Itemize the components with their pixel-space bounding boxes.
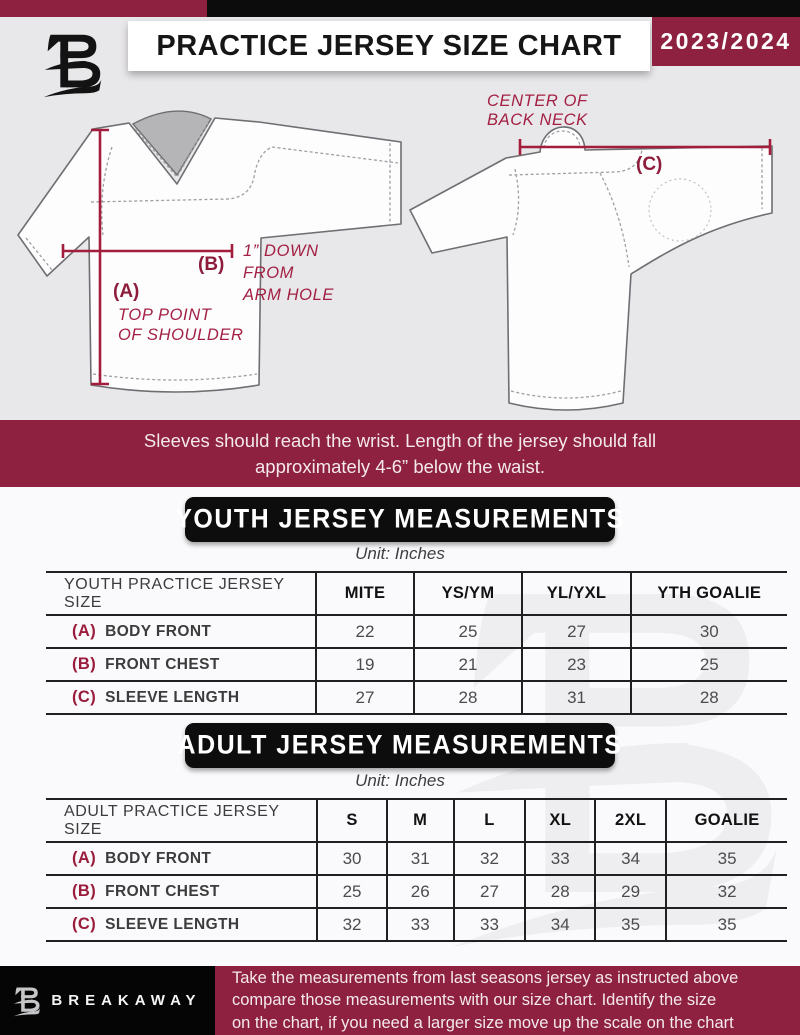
measurement-label-cell bbox=[46, 615, 316, 648]
title-bar bbox=[128, 21, 650, 71]
top-strip-maroon bbox=[0, 0, 207, 17]
tables-section bbox=[0, 487, 800, 966]
size-column-header: MITE bbox=[316, 572, 413, 615]
measurement-value: 32 bbox=[317, 908, 387, 941]
measurement-value: 19 bbox=[316, 648, 413, 681]
diagram-section bbox=[0, 17, 800, 420]
measurement-value: 28 bbox=[525, 875, 595, 908]
label-b-caption-line2: FROM bbox=[243, 264, 294, 282]
label-c: (C) bbox=[636, 154, 663, 175]
measurement-value: 32 bbox=[454, 842, 526, 875]
measurement-name: SLEEVE LENGTH bbox=[105, 916, 240, 933]
fit-notice-line2: approximately 4-6” below the waist. bbox=[255, 455, 545, 477]
fit-notice-banner bbox=[0, 420, 800, 487]
size-column-header: YL/YXL bbox=[522, 572, 630, 615]
measurement-value: 27 bbox=[522, 615, 630, 648]
measurement-value: 30 bbox=[631, 615, 787, 648]
season-label: 2023/2024 bbox=[660, 28, 792, 54]
measurement-label-cell bbox=[46, 681, 316, 714]
size-column-header: 2XL bbox=[595, 799, 666, 842]
measurement-name: FRONT CHEST bbox=[105, 883, 220, 900]
table-row bbox=[46, 648, 787, 681]
footer-note-line1: Take the measurements from last seasons jersey as instructed above bbox=[232, 968, 739, 987]
measurement-value: 28 bbox=[631, 681, 787, 714]
measurement-name: BODY FRONT bbox=[105, 850, 212, 867]
footer bbox=[0, 966, 800, 1035]
table-row bbox=[46, 615, 787, 648]
measurement-value: 31 bbox=[522, 681, 630, 714]
measurement-label-cell bbox=[46, 875, 317, 908]
jersey-measurement-diagram bbox=[0, 85, 800, 420]
table-title-cell: YOUTH PRACTICE JERSEY SIZE bbox=[46, 572, 316, 615]
label-b: (B) bbox=[198, 254, 225, 275]
youth-banner-label: YOUTH JERSEY MEASUREMENTS bbox=[175, 504, 625, 534]
measurement-value: 35 bbox=[666, 908, 787, 941]
measurement-label-cell bbox=[46, 842, 317, 875]
table-header-row bbox=[46, 572, 787, 615]
brand-name: BREAKAWAY bbox=[51, 992, 202, 1009]
measurement-value: 22 bbox=[316, 615, 413, 648]
page-title: PRACTICE JERSEY SIZE CHART bbox=[156, 29, 622, 62]
measurement-value: 26 bbox=[387, 875, 454, 908]
label-c-caption-line1: CENTER OF bbox=[487, 92, 588, 110]
measurement-value: 25 bbox=[631, 648, 787, 681]
label-a: (A) bbox=[113, 281, 140, 302]
label-b-caption-line3: ARM HOLE bbox=[243, 286, 334, 304]
label-c-caption-line2: BACK NECK bbox=[487, 111, 588, 129]
measurement-value: 33 bbox=[387, 908, 454, 941]
size-column-header: GOALIE bbox=[666, 799, 787, 842]
measurement-value: 33 bbox=[525, 842, 595, 875]
measurement-value: 30 bbox=[317, 842, 387, 875]
measurement-name: FRONT CHEST bbox=[105, 656, 220, 673]
footer-note-line2: compare those measurements with our size chart. Identify the size bbox=[232, 991, 717, 1010]
measurement-key: (A) bbox=[72, 622, 97, 640]
measurement-value: 32 bbox=[666, 875, 787, 908]
size-column-header: S bbox=[317, 799, 387, 842]
top-strip-black bbox=[207, 0, 800, 17]
measurement-value: 33 bbox=[454, 908, 526, 941]
measurement-value: 34 bbox=[595, 842, 666, 875]
fit-notice-line1: Sleeves should reach the wrist. Length of the jersey should fall bbox=[143, 429, 657, 451]
youth-size-table bbox=[46, 571, 787, 715]
measurement-label-cell bbox=[46, 908, 317, 941]
youth-measurements-banner bbox=[175, 497, 625, 542]
footer-brand-block bbox=[0, 966, 215, 1035]
youth-unit-label: Unit: Inches bbox=[355, 544, 445, 563]
measurement-key: (B) bbox=[72, 882, 97, 900]
measurement-value: 27 bbox=[316, 681, 413, 714]
label-a-caption-line1: TOP POINT bbox=[118, 306, 212, 324]
table-row bbox=[46, 875, 787, 908]
measurement-key: (C) bbox=[72, 915, 97, 933]
measurement-value: 29 bbox=[595, 875, 666, 908]
breakaway-footer-logo-icon bbox=[13, 983, 41, 1018]
measurement-name: SLEEVE LENGTH bbox=[105, 689, 240, 706]
table-row bbox=[46, 681, 787, 714]
measurement-key: (A) bbox=[72, 849, 97, 867]
measurement-value: 34 bbox=[525, 908, 595, 941]
size-column-header: YS/YM bbox=[414, 572, 523, 615]
measurement-value: 27 bbox=[454, 875, 526, 908]
measurement-value: 25 bbox=[317, 875, 387, 908]
measurement-value: 35 bbox=[595, 908, 666, 941]
footer-instructions bbox=[215, 966, 800, 1035]
label-a-caption-line2: OF SHOULDER bbox=[118, 326, 244, 344]
size-column-header: L bbox=[454, 799, 526, 842]
measurement-value: 35 bbox=[666, 842, 787, 875]
adult-size-table bbox=[46, 798, 787, 942]
adult-banner-label: ADULT JERSEY MEASUREMENTS bbox=[177, 730, 623, 760]
measurement-value: 25 bbox=[414, 615, 523, 648]
measurement-value: 21 bbox=[414, 648, 523, 681]
measurement-key: (B) bbox=[72, 655, 97, 673]
table-title-cell: ADULT PRACTICE JERSEY SIZE bbox=[46, 799, 317, 842]
measurement-value: 31 bbox=[387, 842, 454, 875]
adult-unit-label: Unit: Inches bbox=[355, 771, 445, 790]
label-b-caption-line1: 1” DOWN bbox=[243, 242, 319, 260]
size-column-header: YTH GOALIE bbox=[631, 572, 787, 615]
back-jersey-diagram bbox=[410, 127, 772, 410]
size-column-header: XL bbox=[525, 799, 595, 842]
measurement-label-cell bbox=[46, 648, 316, 681]
table-header-row bbox=[46, 799, 787, 842]
table-row bbox=[46, 908, 787, 941]
measurement-value: 23 bbox=[522, 648, 630, 681]
size-column-header: M bbox=[387, 799, 454, 842]
footer-note-line3: on the chart, if you need a larger size move up the scale on the chart bbox=[232, 1013, 734, 1032]
season-badge bbox=[652, 17, 800, 66]
table-row bbox=[46, 842, 787, 875]
adult-measurements-banner bbox=[177, 723, 623, 768]
measurement-key: (C) bbox=[72, 688, 97, 706]
measurement-value: 28 bbox=[414, 681, 523, 714]
measurement-name: BODY FRONT bbox=[105, 623, 212, 640]
